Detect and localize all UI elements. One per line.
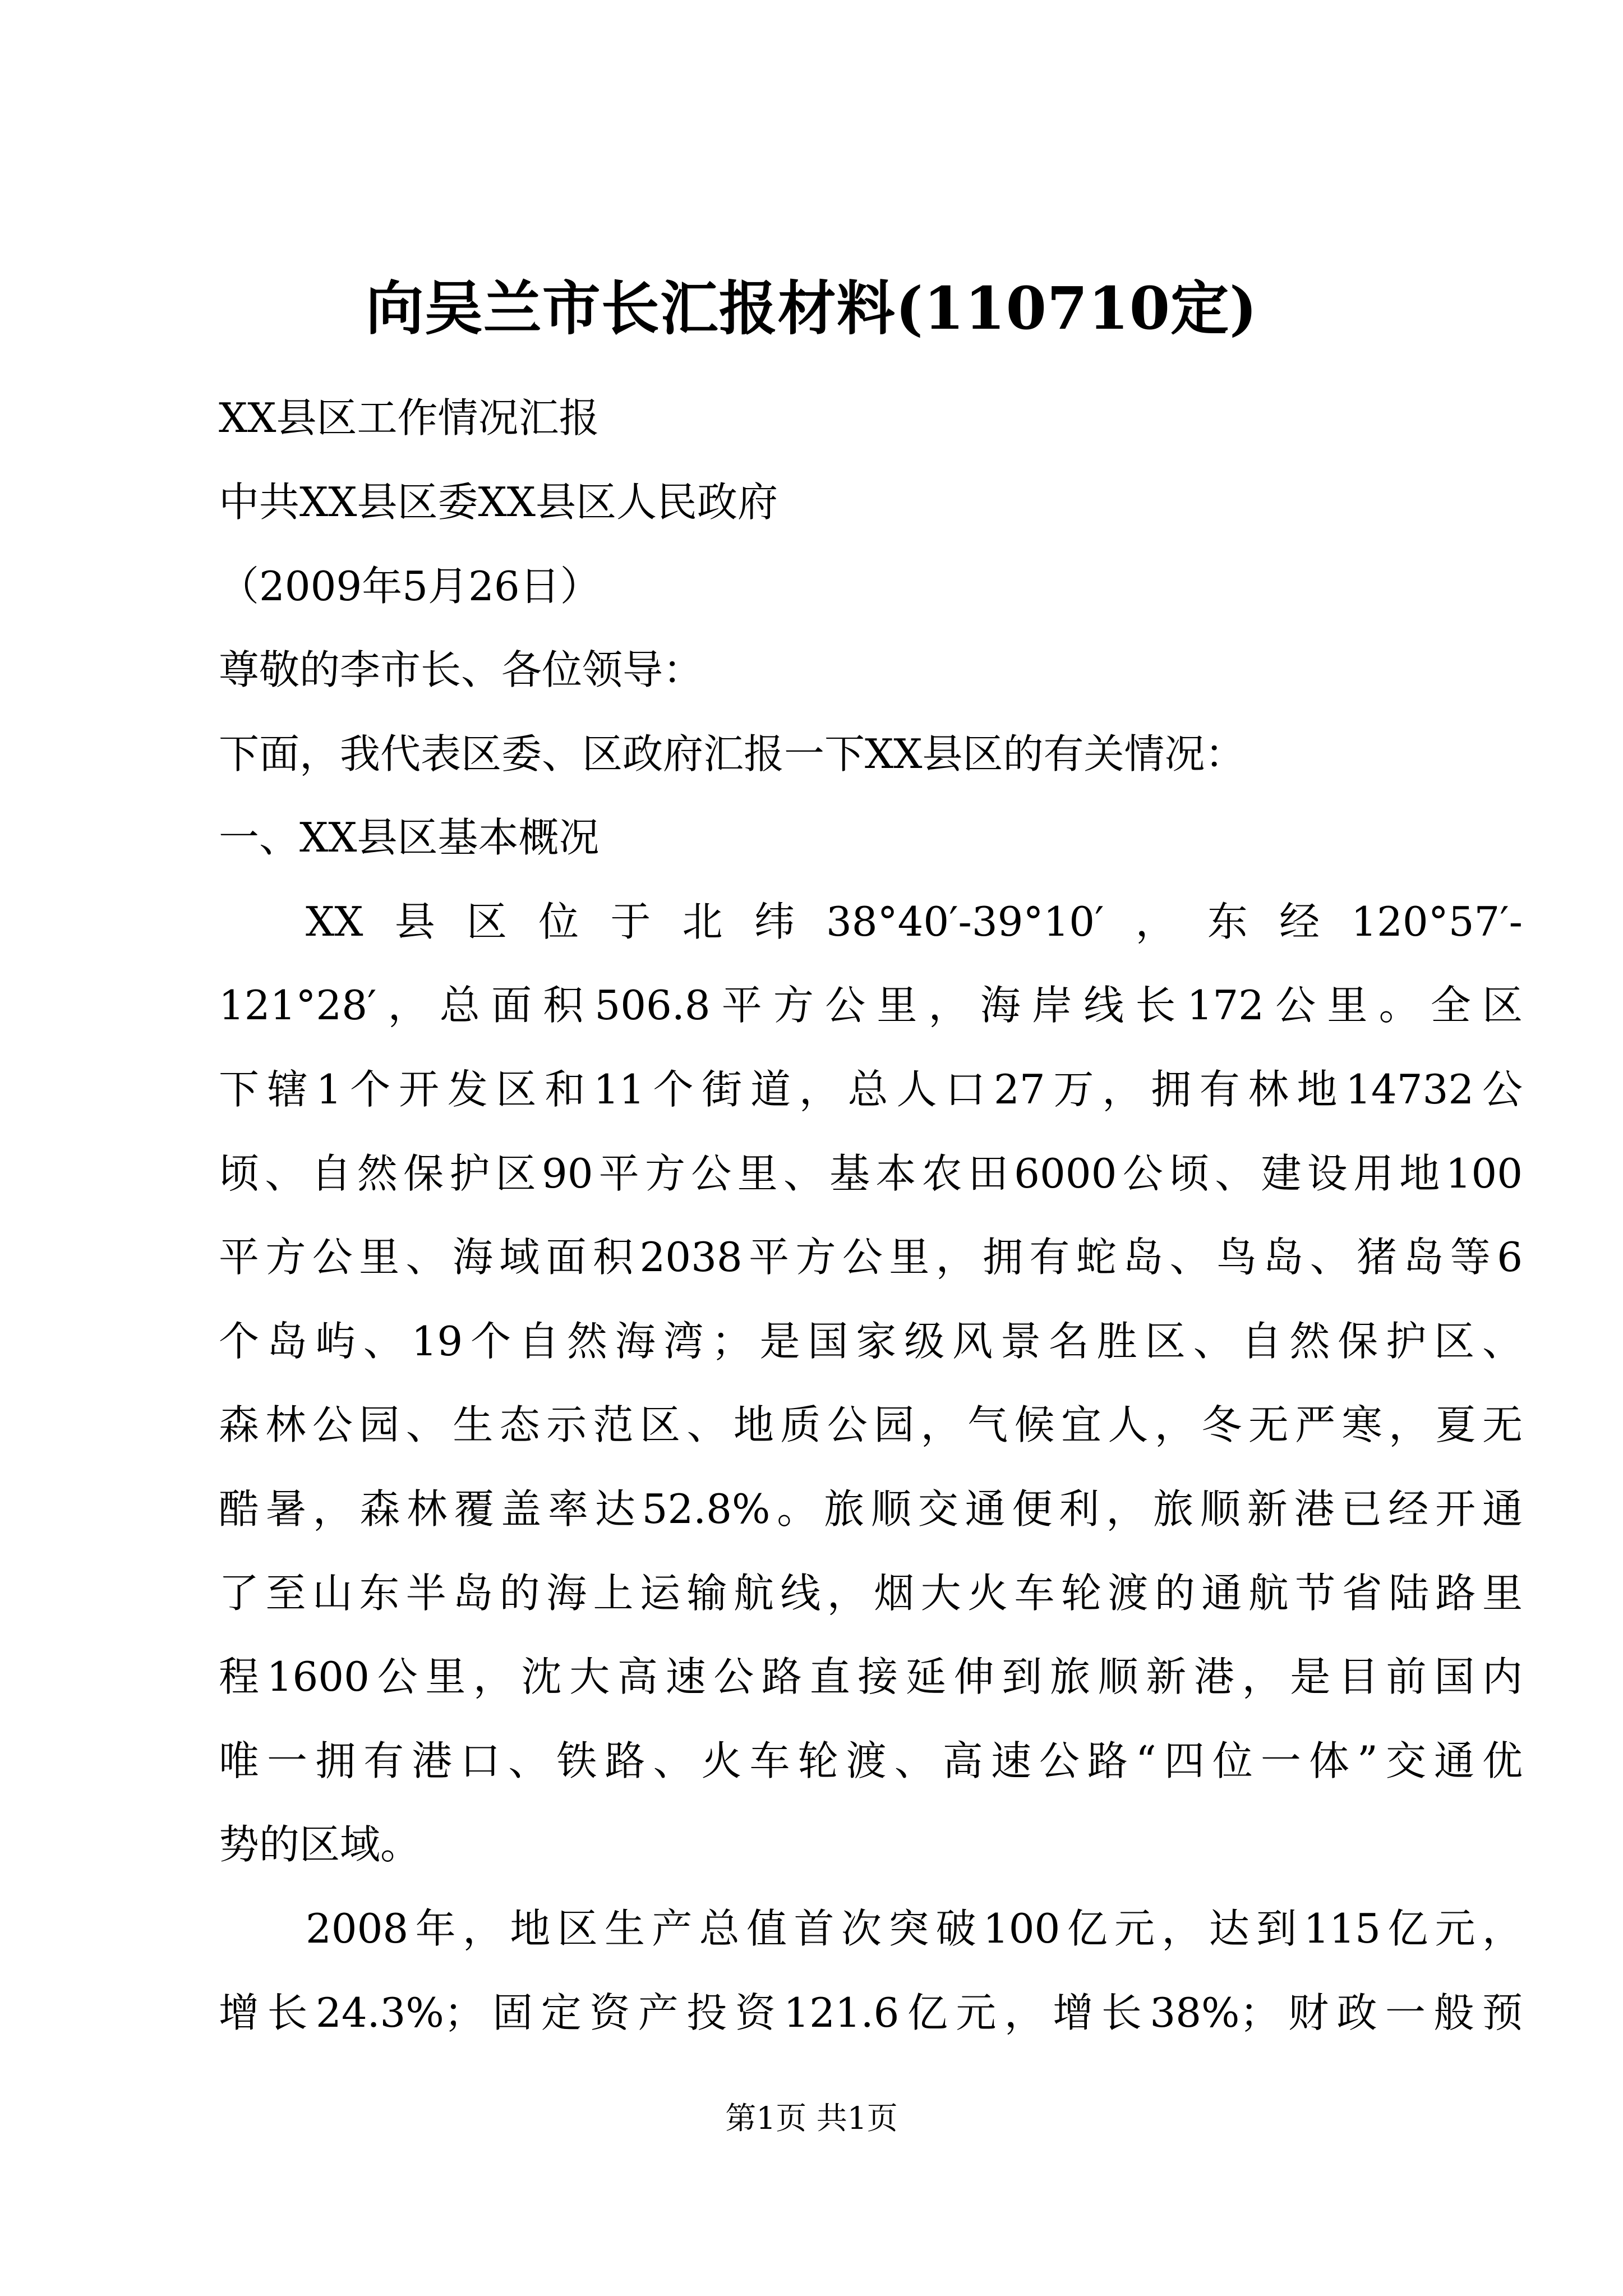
issuer-line: 中共XX县区委XX县区人民政府 <box>219 478 778 526</box>
report-heading-line: XX县区工作情况汇报 <box>219 394 600 441</box>
paragraph-line: 了至山东半岛的海上运输航线，烟大火车轮渡的通航节省陆路里 <box>219 1570 1523 1617</box>
document-title: 向吴兰市长汇报材料(110710定) <box>365 274 1258 343</box>
paragraph-line: 势的区域。 <box>219 1821 421 1868</box>
paragraph-line: 下辖1个开发区和11个街道，总人口27万，拥有林地14732公 <box>219 1066 1523 1113</box>
paragraph-line: XX县区位于北纬38°40′-39°10′，东经120°57′- <box>306 898 1523 945</box>
paragraph-line: 酷暑，森林覆盖率达52.8%。旅顺交通便利，旅顺新港已经开通 <box>219 1485 1523 1533</box>
paragraph-line: 2008年，地区生产总值首次突破100亿元，达到115亿元， <box>306 1905 1523 1952</box>
date-line: （2009年5月26日） <box>219 563 601 610</box>
paragraph-line: 121°28′，总面积506.8平方公里，海岸线长172公里。全区 <box>219 982 1523 1029</box>
paragraph-line: 平方公里、海域面积2038平方公里，拥有蛇岛、鸟岛、猪岛等6 <box>219 1234 1523 1281</box>
paragraph-line: 增长24.3%；固定资产投资121.6亿元，增长38%；财政一般预 <box>219 1989 1523 2036</box>
paragraph-line: 森林公园、生态示范区、地质公园，气候宜人，冬无严寒，夏无 <box>219 1401 1523 1448</box>
paragraph-line: 程1600公里，沈大高速公路直接延伸到旅顺新港，是目前国内 <box>219 1653 1523 1700</box>
section-heading: 一、XX县区基本概况 <box>219 814 600 861</box>
salutation-line: 尊敬的李市长、各位领导： <box>219 646 704 693</box>
paragraph-line: 唯一拥有港口、铁路、火车轮渡、高速公路“四位一体”交通优 <box>219 1737 1523 1784</box>
intro-line: 下面，我代表区委、区政府汇报一下XX县区的有关情况： <box>219 730 1246 777</box>
page-footer: 第1页 共1页 <box>725 2100 898 2136</box>
paragraph-line: 顷、自然保护区90平方公里、基本农田6000公顷、建设用地100 <box>219 1150 1523 1197</box>
paragraph-line: 个岛屿、19个自然海湾；是国家级风景名胜区、自然保护区、 <box>219 1318 1523 1365</box>
